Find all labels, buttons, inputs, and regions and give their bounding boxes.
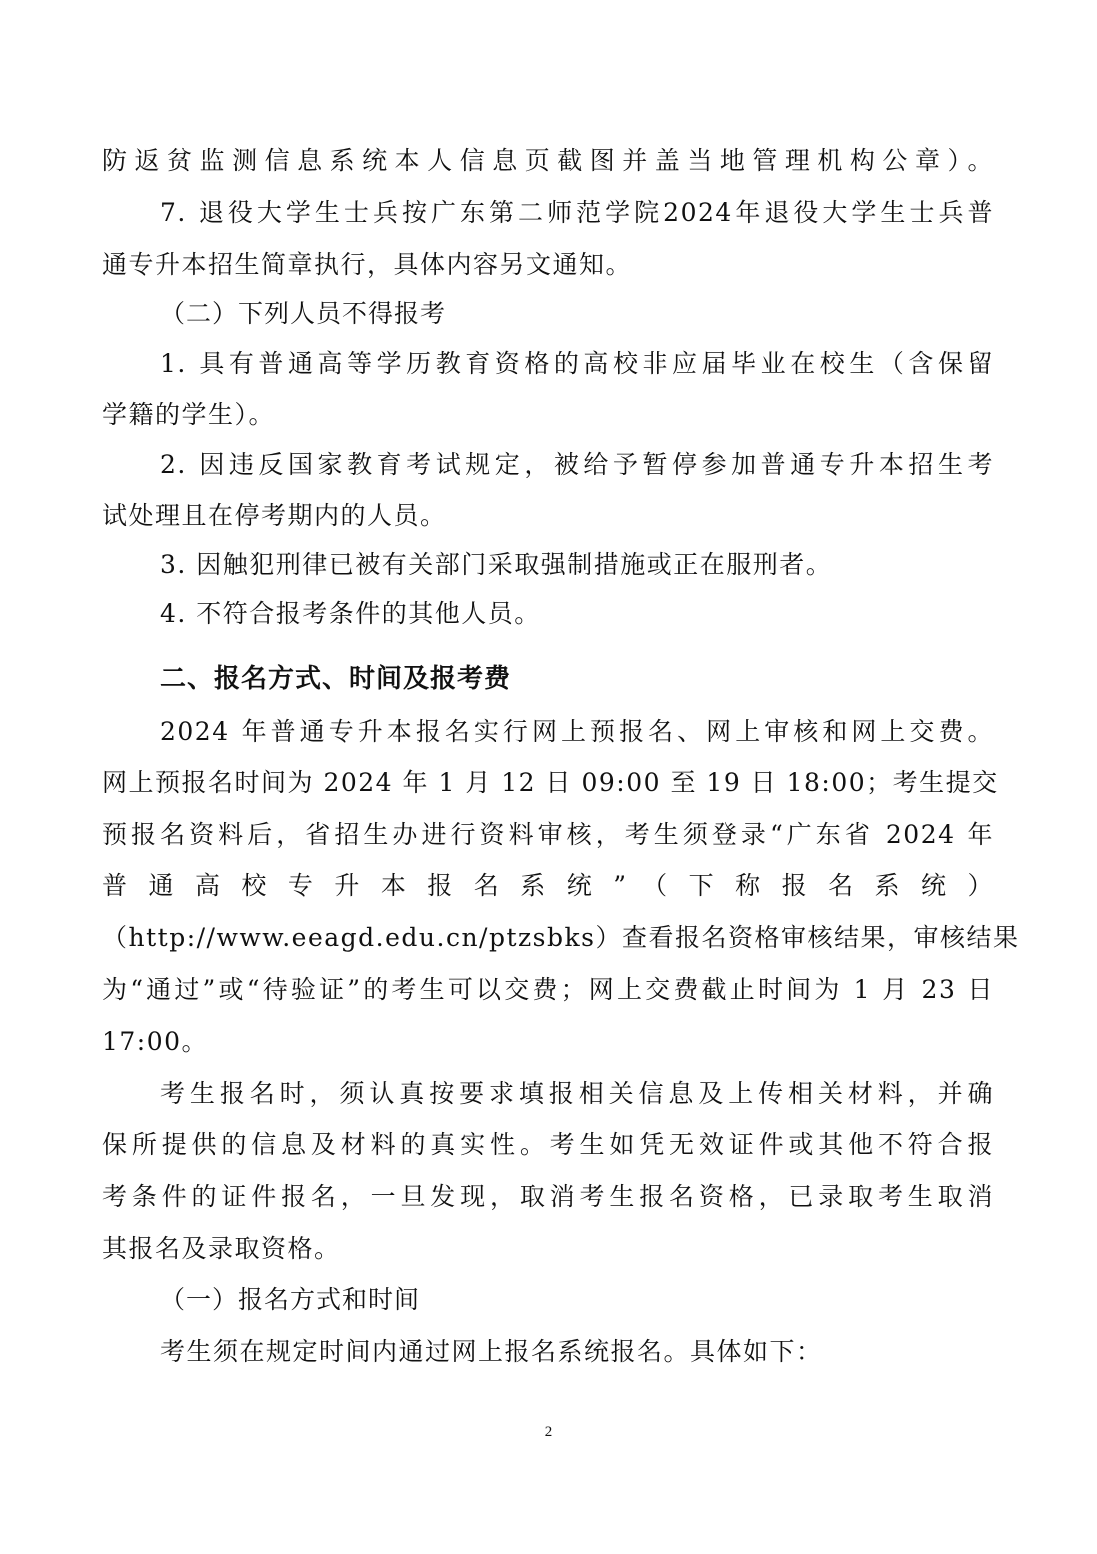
section-heading-registration: 二、报名方式、时间及报考费	[160, 664, 512, 694]
sub-heading-not-eligible: （二）下列人员不得报考	[160, 299, 447, 328]
sub-heading-method-time: （一）报名方式和时间	[160, 1285, 421, 1314]
body-text-line: 通专升本招生简章执行，具体内容另文通知。	[102, 250, 633, 279]
paragraph-line: 考生报名时，须认真按要求填报相关信息及上传相关材料，并确	[160, 1079, 994, 1108]
list-item-2: 2. 因违反国家教育考试规定，被给予暂停参加普通专升本招生考	[160, 450, 994, 479]
body-text-line: 试处理且在停考期内的人员。	[102, 501, 447, 530]
paragraph-line: 保所提供的信息及材料的真实性。考生如凭无效证件或其他不符合报	[102, 1130, 994, 1159]
paragraph-line: 考条件的证件报名，一旦发现，取消考生报名资格，已录取考生取消	[102, 1182, 994, 1211]
list-item-4: 4. 不符合报考条件的其他人员。	[160, 599, 541, 628]
body-text-line: 学籍的学生）。	[102, 400, 276, 429]
paragraph-line: 17:00。	[102, 1027, 209, 1056]
page-number: 2	[544, 1424, 553, 1440]
paragraph-line: 其报名及录取资格。	[102, 1234, 341, 1263]
paragraph-line: 为“通过”或“待验证”的考生可以交费；网上交费截止时间为 1 月 23 日	[102, 975, 994, 1004]
paragraph-line: 2024 年普通专升本报名实行网上预报名、网上审核和网上交费。	[160, 717, 994, 746]
list-item-3: 3. 因触犯刑律已被有关部门采取强制措施或正在服刑者。	[160, 550, 833, 579]
paragraph-line: 预报名资料后，省招生办进行资料审核，考生须登录“广东省 2024 年	[102, 820, 994, 849]
list-item-1: 1. 具有普通高等学历教育资格的高校非应届毕业在校生（含保留	[160, 349, 994, 378]
paragraph-line: 考生须在规定时间内通过网上报名系统报名。具体如下：	[160, 1337, 823, 1366]
paragraph-line: 网上预报名时间为 2024 年 1 月 12 日 09:00 至 19 日 18:00；考生提交	[102, 768, 999, 797]
paragraph-line: 普 通 高 校 专 升 本 报 名 系 统 ” （ 下 称 报 名 系 统 ）	[102, 871, 994, 900]
registration-url-line: （http://www.eeagd.edu.cn/ptzsbks）查看报名资格审核结果，审核结果	[102, 923, 1020, 952]
list-item-7: 7. 退役大学生士兵按广东第二师范学院2024年退役大学生士兵普	[160, 198, 994, 227]
body-text-line: 防返贫监测信息系统本人信息页截图并盖当地管理机构公章）。	[102, 146, 994, 175]
